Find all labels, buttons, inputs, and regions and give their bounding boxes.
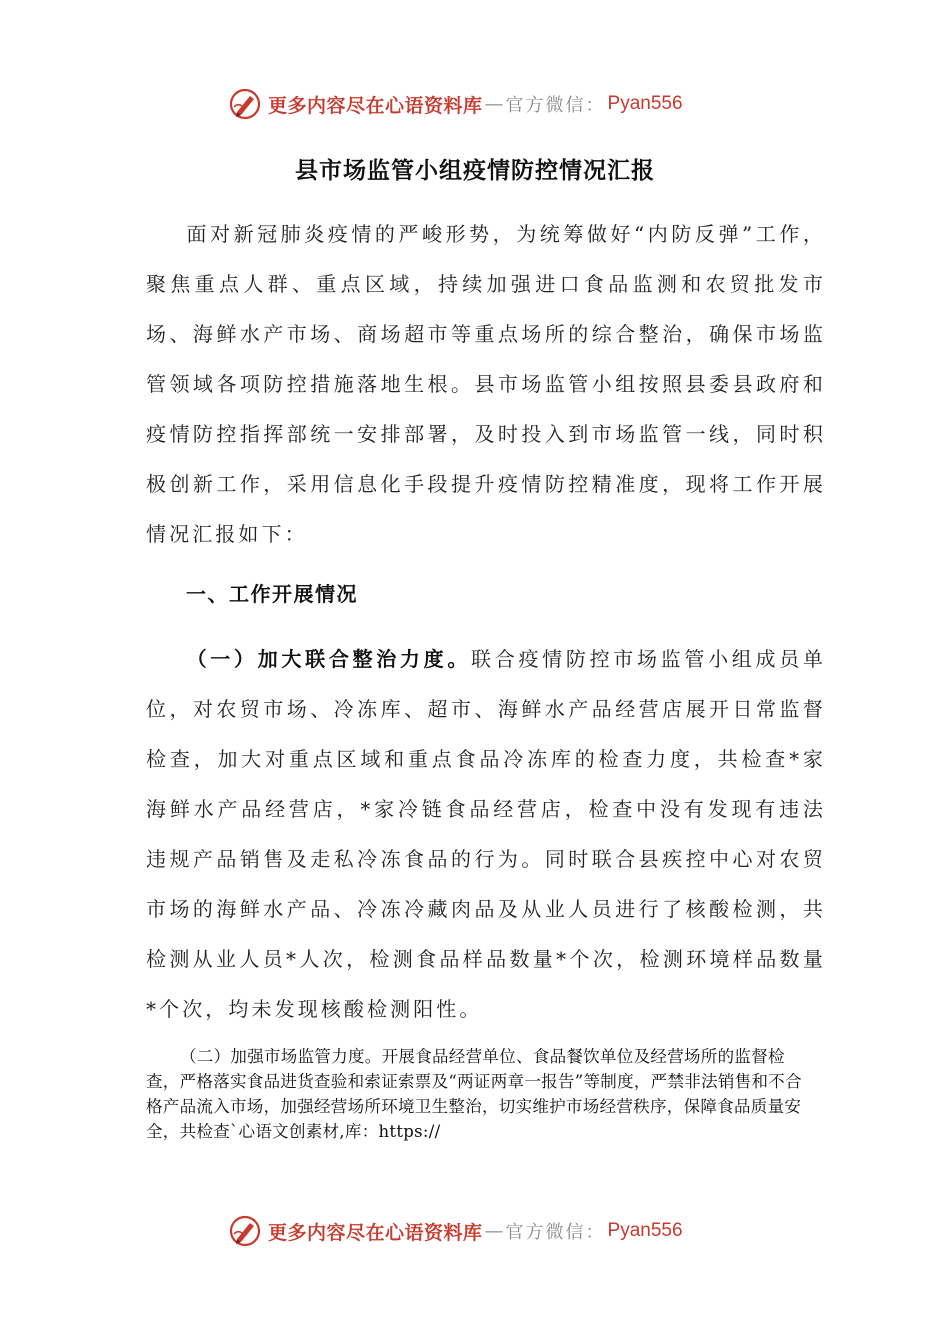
section2-text: （二）加强市场监管力度。开展食品经营单位、食品餐饮单位及经营场所的监督检查，严格落实食品进货查验和索证索票及“两证两章一报告”等制度，严禁非法销售和不合格产品流入市场，加强经营场所环境卫生整治，切实维护市场经营秩序，保障食品质量安全，共检查`心语文创素材,库：https:// [146,1047,802,1141]
footer-banner [228,1211,748,1251]
banner-wechat-label: 官方微信： [505,95,606,116]
banner-wechat-id: Pyan556 [607,93,683,114]
banner-dash: — [484,1220,504,1242]
intro-paragraph [146,209,826,559]
section1-lead: （一）加大联合整治力度。 [186,647,472,671]
banner-dash: — [484,93,504,115]
banner-main-text: 更多内容尽在心语资料库 [268,94,483,117]
section-heading-1: 一、工作开展情况 [186,582,358,606]
banner-main-text: 更多内容尽在心语资料库 [268,1221,483,1244]
document-title: 县市场监管小组疫情防控情况汇报 [295,157,655,184]
pen-logo-icon [228,87,262,121]
header-banner [228,84,748,124]
section1-paragraph [146,634,826,1034]
banner-wechat-label: 官方微信： [505,1222,606,1243]
pen-logo-icon [228,1214,262,1248]
banner-wechat-id: Pyan556 [607,1220,683,1241]
intro-text: 面对新冠肺炎疫情的严峻形势，为统筹做好“内防反弹”工作，聚焦重点人群、重点区域，持续加强进口食品监测和农贸批发市场、海鲜水产市场、商场超市等重点场所的综合整治，确保市场监管领域各项防控措施落地生根。县市场监管小组按照县委县政府和疫情防控指挥部统一安排部署，及时投入到市场监管一线，同时积极创新工作，采用信息化手段提升疫情防控精准度，现将工作开展情况汇报如下： [146,222,826,546]
section2-paragraph [146,1044,816,1144]
section1-text: 联合疫情防控市场监管小组成员单位，对农贸市场、冷冻库、超市、海鲜水产品经营店展开日常监督检查，加大对重点区域和重点食品冷冻库的检查力度，共检查*家海鲜水产品经营店，*家冷链食品经营店，检查中没有发现有违法违规产品销售及走私冷冻食品的行为。同时联合县疾控中心对农贸市场的海鲜水产品、冷冻冷藏肉品及从业人员进行了核酸检测，共检测从业人员*人次，检测食品样品数量*个次，检测环境样品数量*个次，均未发现核酸检测阳性。 [146,647,826,1021]
